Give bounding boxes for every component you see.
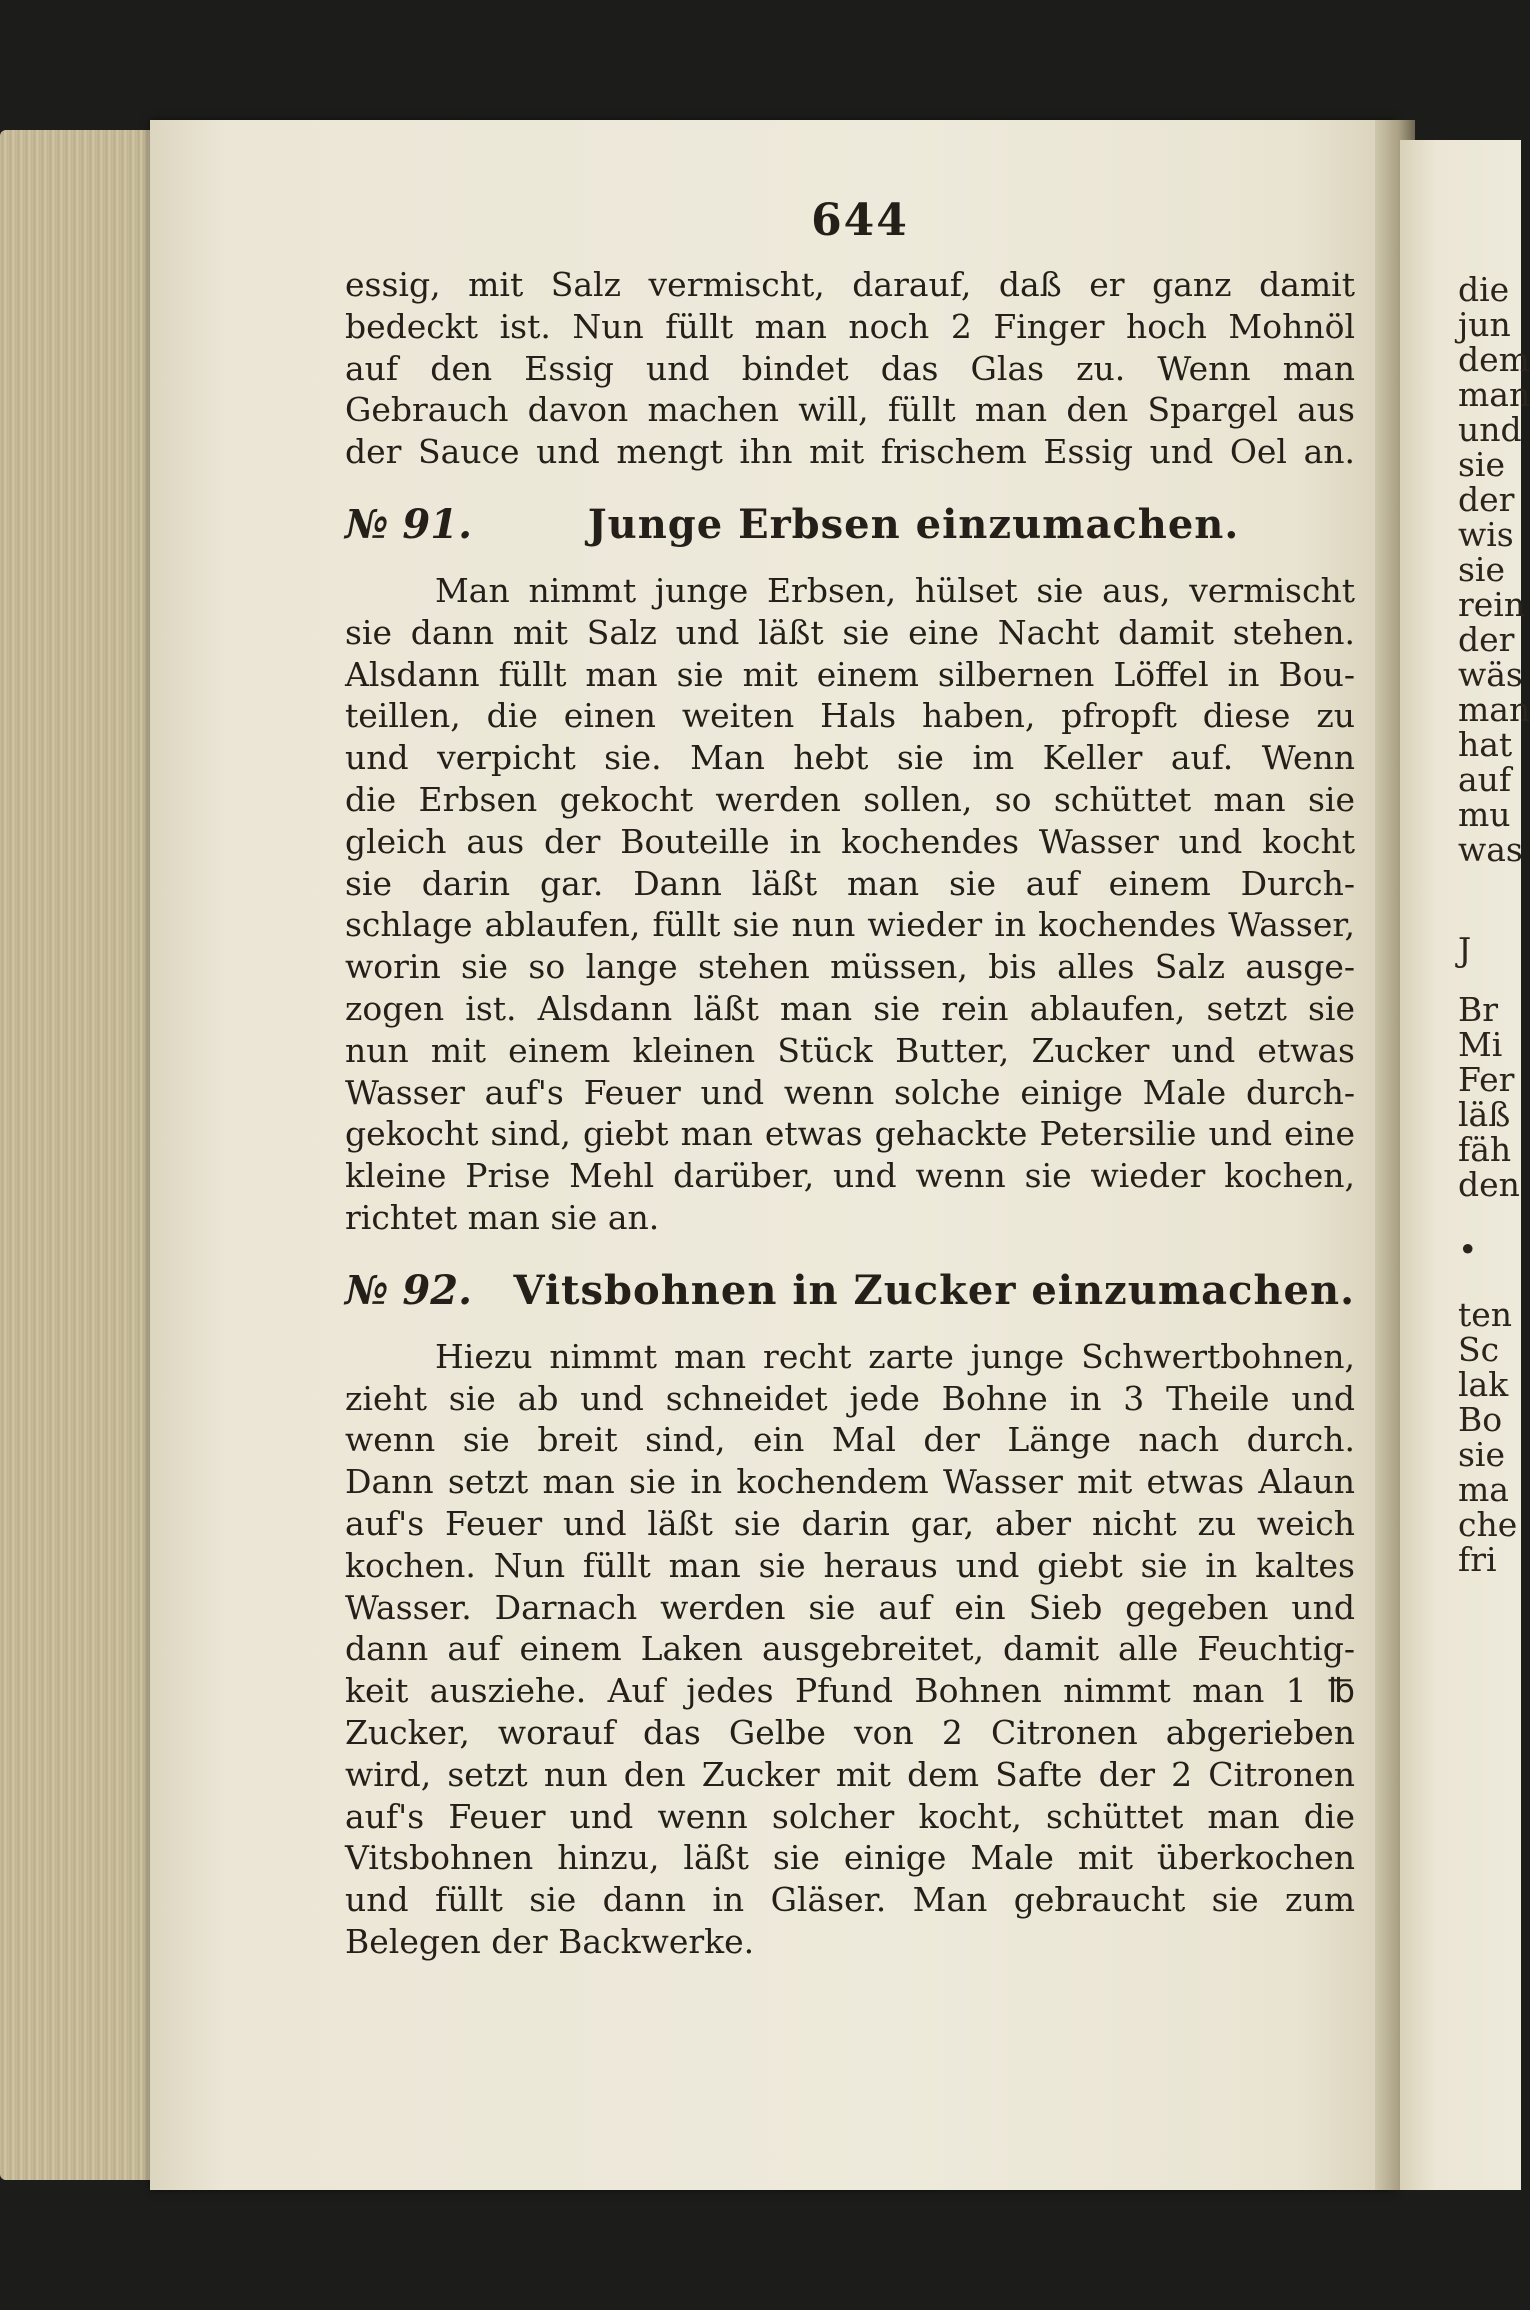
right-page-fragment: der	[1458, 480, 1515, 519]
text-line: und verpicht sie. Man hebt sie im Keller auf. Wenn	[345, 738, 1355, 778]
right-page-fragment: was	[1458, 830, 1523, 869]
right-page-fragment: Bo	[1458, 1400, 1503, 1439]
right-page-fragment: ma	[1458, 1470, 1509, 1509]
section-number: № 92.	[345, 1266, 472, 1314]
text-line: gekocht sind, giebt man etwas gehackte Petersilie und eine	[345, 1114, 1355, 1154]
text-line: gleich aus der Bouteille in kochendes Wasser und kocht	[345, 821, 1355, 861]
right-page-fragment: mu	[1458, 795, 1511, 834]
right-page-fragment: sie	[1458, 550, 1506, 589]
text-line: Man nimmt junge Erbsen, hülset sie aus, vermischt	[435, 570, 1355, 610]
text-line: Belegen der Backwerke.	[345, 1921, 755, 1961]
right-page-fragment: jun	[1458, 305, 1511, 344]
right-page-fragment: lak	[1458, 1365, 1509, 1404]
text-line: auf's Feuer und wenn solcher kocht, schüttet man die	[345, 1796, 1355, 1836]
right-page-fragment: Fer	[1458, 1060, 1515, 1099]
text-line: zieht sie ab und schneidet jede Bohne in 3 Theile und	[345, 1378, 1355, 1418]
right-page-fragment: wis	[1458, 515, 1514, 554]
section-title: Junge Erbsen einzumachen.	[587, 500, 1240, 548]
text-line: auf den Essig und bindet das Glas zu. Wenn man	[345, 348, 1355, 388]
text-line: Zucker, worauf das Gelbe von 2 Citronen abgerieben	[345, 1712, 1355, 1752]
section-heading-91	[345, 501, 1355, 548]
right-page-fragment: der	[1458, 620, 1515, 659]
text-line: dann auf einem Laken ausgebreitet, damit alle Feuchtig-	[345, 1629, 1355, 1669]
text-line: nun mit einem kleinen Stück Butter, Zucker und etwas	[345, 1030, 1355, 1070]
section-number: № 91.	[345, 500, 472, 548]
page-text	[345, 195, 1355, 1963]
page-number: 644	[811, 195, 909, 246]
right-page-fragment: fäh	[1458, 1130, 1512, 1169]
section-heading-92	[345, 1267, 1355, 1314]
right-page-fragment: und	[1458, 410, 1522, 449]
text-line: Gebrauch davon machen will, füllt man den Spargel aus	[345, 390, 1355, 430]
right-page-fragment: läß	[1458, 1095, 1511, 1134]
text-line: Wasser auf's Feuer und wenn solche einige Male durch-	[345, 1072, 1355, 1112]
text-line: kleine Prise Mehl darüber, und wenn sie wieder kochen,	[345, 1156, 1355, 1196]
text-line: sie dann mit Salz und läßt sie eine Nacht damit stehen.	[345, 612, 1355, 652]
text-line: worin sie so lange stehen müssen, bis alles Salz ausge-	[345, 947, 1355, 987]
text-line: Wasser. Darnach werden sie auf ein Sieb gegeben und	[345, 1587, 1355, 1627]
text-line: auf's Feuer und läßt sie darin gar, aber nicht zu weich	[345, 1503, 1355, 1543]
text-line: richtet man sie an.	[345, 1197, 660, 1237]
right-page-fragment: rein	[1458, 585, 1526, 624]
right-page-fragment: wäs	[1458, 655, 1523, 694]
text-line: Dann setzt man sie in kochendem Wasser mit etwas Alaun	[345, 1462, 1355, 1502]
right-page-fragment: Mi	[1458, 1025, 1503, 1064]
right-page	[1400, 140, 1530, 2190]
section-92-paragraph	[345, 1336, 1355, 1963]
right-page-fragment: Br	[1458, 990, 1499, 1029]
text-line: wenn sie breit sind, ein Mal der Länge nach durch.	[345, 1420, 1355, 1460]
text-line: wird, setzt nun den Zucker mit dem Safte der 2 Citronen	[345, 1754, 1355, 1794]
section-91-paragraph	[345, 570, 1355, 1239]
text-line: Hiezu nimmt man recht zarte junge Schwertbohnen,	[435, 1336, 1355, 1376]
right-page-fragment: Sc	[1458, 1330, 1500, 1369]
right-page-fragment: che	[1458, 1505, 1518, 1544]
text-line: Vitsbohnen hinzu, läßt sie einige Male mit überkochen	[345, 1838, 1355, 1878]
right-page-fragment: man	[1458, 690, 1530, 729]
section-title: Vitsbohnen in Zucker einzumachen.	[513, 1266, 1355, 1314]
intro-paragraph	[345, 264, 1355, 473]
right-page-fragment: hat	[1458, 725, 1513, 764]
text-line: kochen. Nun füllt man sie heraus und giebt sie in kaltes	[345, 1545, 1355, 1585]
text-line: schlage ablaufen, füllt sie nun wieder in kochendes Wasser,	[345, 905, 1355, 945]
text-line: teillen, die einen weiten Hals haben, pfropft diese zu	[345, 696, 1355, 736]
right-page-fragment: die	[1458, 270, 1510, 309]
text-line: Alsdann füllt man sie mit einem silbernen Löffel in Bou-	[345, 654, 1355, 694]
text-line: essig, mit Salz vermischt, darauf, daß er ganz damit	[345, 265, 1355, 304]
text-line: die Erbsen gekocht werden sollen, so schüttet man sie	[345, 779, 1355, 819]
text-line: der Sauce und mengt ihn mit frischem Essig und Oel an.	[345, 432, 1355, 472]
right-page-fragment: •	[1458, 1230, 1478, 1269]
text-line: bedeckt ist. Nun füllt man noch 2 Finger hoch Mohnöl	[345, 306, 1355, 346]
text-line: sie darin gar. Dann läßt man sie auf einem Durch-	[345, 863, 1355, 903]
text-line: zogen ist. Alsdann läßt man sie rein ablaufen, setzt sie	[345, 988, 1355, 1028]
right-page-fragment: fri	[1458, 1540, 1497, 1579]
right-page-fragment: man	[1458, 375, 1530, 414]
right-page-fragment: auf	[1458, 760, 1512, 799]
right-page-fragment: J	[1458, 930, 1472, 969]
right-page-fragment: sie	[1458, 1435, 1506, 1474]
right-page-fragment: ten	[1458, 1295, 1513, 1334]
text-line: und füllt sie dann in Gläser. Man gebraucht sie zum	[345, 1880, 1355, 1920]
right-page-fragment: den	[1458, 1165, 1520, 1204]
text-line: keit ausziehe. Auf jedes Pfund Bohnen nimmt man 1 ℔	[345, 1671, 1355, 1711]
right-page-fragment: dem	[1458, 340, 1530, 379]
right-page-fragment: sie	[1458, 445, 1506, 484]
